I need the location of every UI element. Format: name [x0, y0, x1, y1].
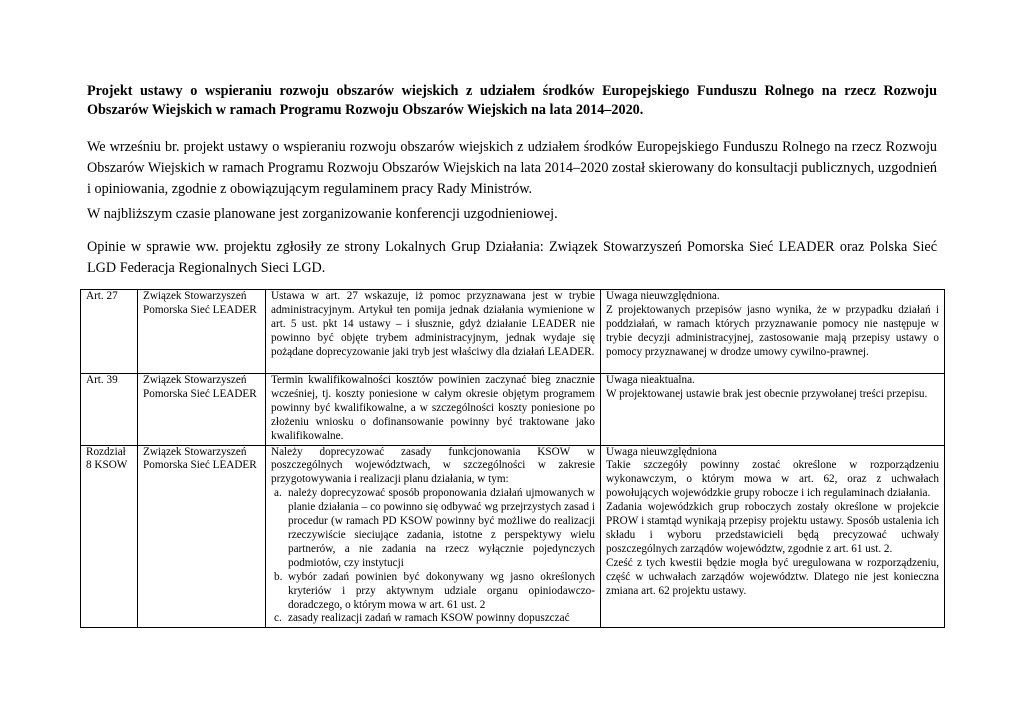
comment-cell: Termin kwalifikowalności kosztów powinien zaczynać bieg znacznie wcześniej, tj. koszty poniesione w całym okresie objętym programem powinny być kwalifikowalne, a w szczególności koszty poniesione po złożeniu wniosku o dofinansowanie powinny być traktowane jako kwalifikowalne.	[266, 374, 601, 446]
response-status: Uwaga nieuwzględniona	[606, 445, 717, 458]
response-status: Uwaga nieaktualna.	[606, 374, 695, 386]
response-text: Z projektowanych przepisów jasno wynika, że w przypadku działań i poddziałań, w ramach których przyznawanie pomocy nie następuje w trybie decyzji administracyjnej, zastosowanie mają przepisy ustawy o pomocy przyznawanej w drodze umowy cywilno-prawnej.	[606, 303, 939, 358]
comments-table	[80, 289, 945, 628]
list-item-text: wybór zadań powinien być dokonywany wg jasno określonych kryteriów i przy aktywnym udziale organu opiniodawczo-doradczego, o którym mowa w art. 61 ust. 2	[288, 570, 595, 611]
response-cell	[601, 374, 945, 446]
article-cell: Rozdział 8 KSOW	[81, 445, 138, 628]
response-text: Cześć z tych kwestii będzie mogła być uregulowana w rozporządzeniu, część w uchwałach zarządów województw. Dlatego nie jest konieczna zmiana art. 62 projektu ustawy.	[606, 556, 939, 597]
list-marker: a.	[274, 487, 282, 500]
table-row	[81, 445, 945, 628]
response-cell	[601, 445, 945, 628]
article-cell: Art. 39	[81, 374, 138, 446]
comment-cell: Ustawa w art. 27 wskazuje, iż pomoc przyznawana jest w trybie administracyjnym. Artykuł ten pomija jednak działania wymienione w art. 5 ust. pkt 14 ustawy – i słusznie, gdyż działanie LEADER nie powinno być objęte trybem administracyjnym, jednak wydaje się pożądane doprecyzowanie jaki tryb jest właściwy dla działań LEADER.	[266, 290, 601, 374]
response-text: Takie szczegóły powinny zostać określone w rozporządzeniu wykonawczym, o którym mowa w art. 62, oraz z uchwałach powołujących wojewódzkie grupy robocze i ich regulaminach działania.	[606, 459, 939, 500]
paragraph-opinions: Opinie w sprawie ww. projektu zgłosiły ze strony Lokalnych Grup Działania: Związek Stowarzyszeń Pomorska Sieć LEADER oraz Polska Sieć LGD Federacja Regionalnych Sieci LGD.	[87, 239, 937, 276]
table-row	[81, 374, 945, 446]
table-row	[81, 290, 945, 374]
comment-list	[271, 487, 595, 626]
list-item-text: zasady realizacji zadań w ramach KSOW powinny dopuszczać	[288, 612, 570, 625]
response-status: Uwaga nieuwzględniona.	[606, 290, 720, 302]
list-marker: b.	[274, 570, 283, 583]
comment-cell	[266, 445, 601, 628]
list-item	[274, 487, 595, 570]
author-cell: Związek Stowarzyszeń Pomorska Sieć LEADER	[138, 374, 266, 446]
author-cell: Związek Stowarzyszeń Pomorska Sieć LEADER	[138, 445, 266, 628]
list-item	[274, 612, 595, 626]
response-text: Zadania wojewódzkich grup roboczych zostały określone w projekcie PROW i stamtąd wynikają przepisy projektu ustawy. Sposób ustalenia ich składu i wyboru przedstawicieli będą precyzować uchwały poszczególnych zarządów województw, zgodnie z art. 61 ust. 2.	[606, 501, 939, 555]
response-text: W projektowanej ustawie brak jest obecnie przywołanej treści przepisu.	[606, 387, 928, 400]
response-cell	[601, 290, 945, 374]
list-item	[274, 570, 595, 613]
document-title: Projekt ustawy o wspieraniu rozwoju obszarów wiejskich z udziałem środków Europejskiego Funduszu Rolnego na rzecz Rozwoju Obszarów Wiejskich w ramach Programu Rozwoju Obszarów Wiejskich na lata 2014–2020.	[87, 83, 937, 118]
article-cell: Art. 27	[81, 290, 138, 374]
comment-intro: Należy doprecyzować zasady funkcjonowania KSOW w poszczególnych województwach, w szczególności w zakresie przygotowywania i realizacji planu działania, w tym:	[271, 445, 595, 486]
list-marker: c.	[274, 612, 282, 625]
author-cell: Związek Stowarzyszeń Pomorska Sieć LEADER	[138, 290, 266, 374]
paragraph-consultation: We wrześniu br. projekt ustawy o wspieraniu rozwoju obszarów wiejskich z udziałem środków Europejskiego Funduszu Rolnego na rzecz Rozwoju Obszarów Wiejskich w ramach Programu Rozwoju Obszarów Wiejskich na lata 2014–2020 został skierowany do konsultacji publicznych, uzgodnień i opiniowania, zgodnie z obowiązującym regulaminem pracy Rady Ministrów.	[87, 139, 937, 197]
list-item-text: należy doprecyzować sposób proponowania działań ujmowanych w planie działania – co powinno się odbywać wg przejrzystych zasad i procedur (w ramach PD KSOW powinny być możliwe do realizacji rzeczywiście sieciujące zadania, istotne z perspektywy wielu partnerów, a nie zadania na rzecz wyłącznie pojedynczych podmiotów, czy instytucji	[288, 487, 595, 569]
paragraph-conference: W najbliższym czasie planowane jest zorganizowanie konferencji uzgodnieniowej.	[87, 206, 558, 222]
